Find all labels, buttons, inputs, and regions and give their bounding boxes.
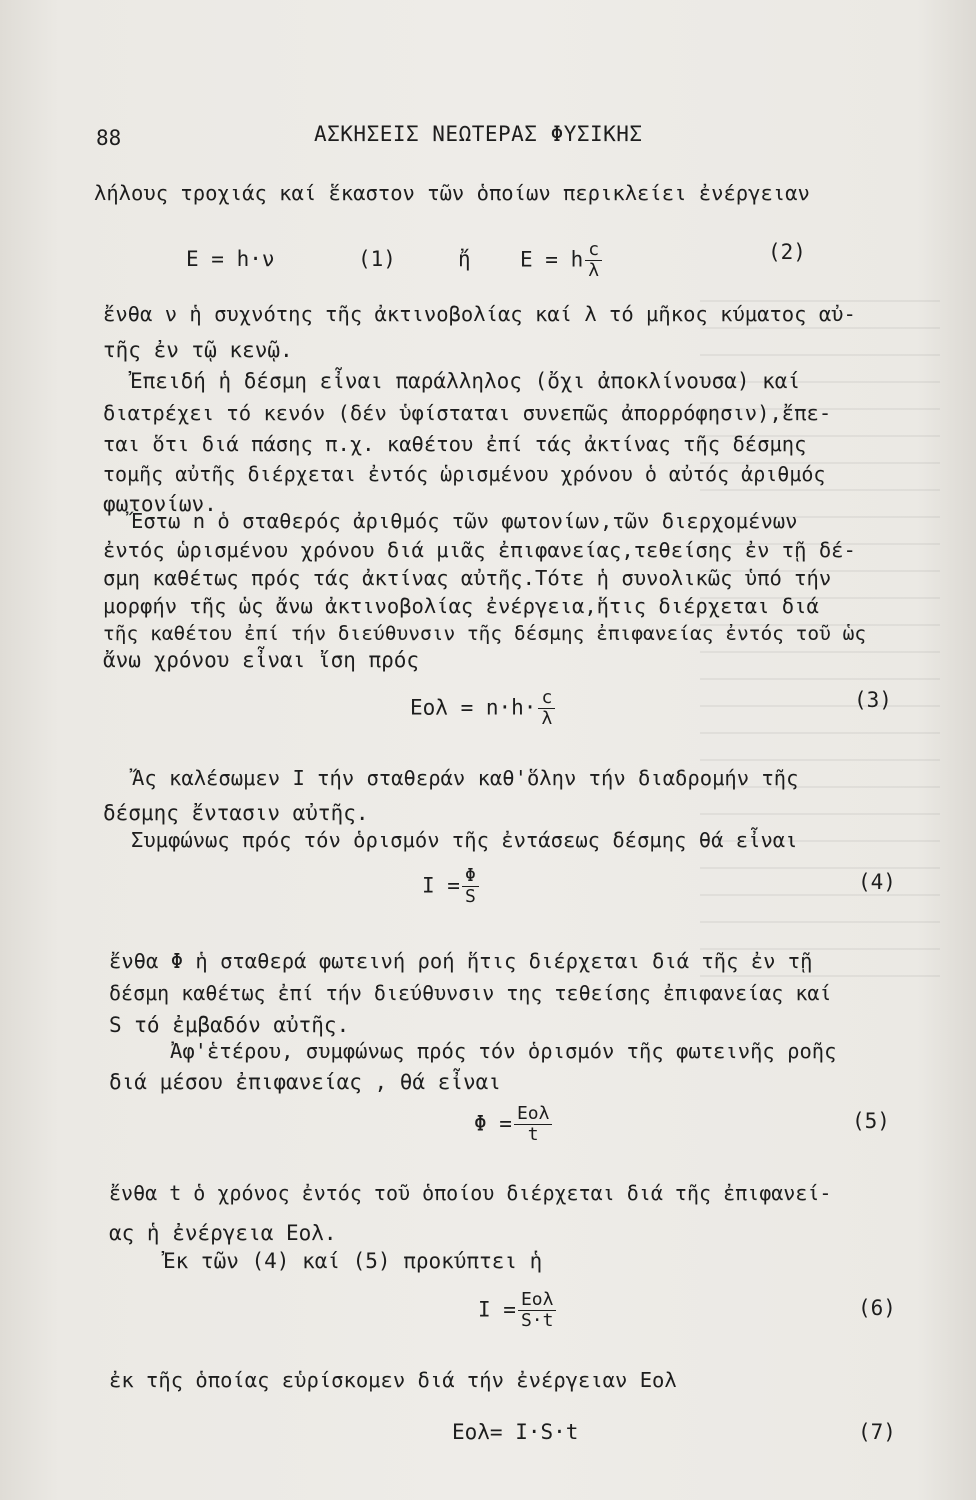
equation-3-denominator: λ (541, 708, 553, 729)
equation-6-lhs: I = (478, 1297, 516, 1322)
equation-6-label: (6) (858, 1296, 896, 1320)
equation-3-lhs: Eολ = n·h· (410, 695, 537, 720)
page-number: 88 (96, 126, 122, 150)
text-line: μορφήν τῆς ὡς ἄνω ἀκτινοβολίας ἐνέργεια,ἥτις διέρχεται διά (103, 594, 819, 618)
text-line: δέσμη καθέτως ἐπί τήν διεύθυνσιν της τεθείσης ἐπιφανείας καί (109, 981, 832, 1005)
text-line: Συμφώνως πρός τόν ὁρισμόν τῆς ἐντάσεως δέσμης θά εἶναι (131, 828, 798, 852)
equation-4 (422, 866, 479, 907)
text-line: ἔνθα Φ ἡ σταθερά φωτεινή ροή ἥτις διέρχεται διά τῆς ἐν τῇ (109, 949, 813, 973)
equation-6 (478, 1290, 556, 1331)
text-line: λήλους τροχιάς καί ἕκαστον τῶν ὁποίων περικλείει ἐνέργειαν (94, 181, 810, 205)
text-line: ἔνθα t ὁ χρόνος ἐντός τοῦ ὁποίου διέρχεται διά τῆς ἐπιφανεί- (109, 1181, 832, 1205)
or-word: ἤ (458, 247, 471, 271)
equation-6-denominator: S·t (520, 1310, 554, 1331)
text-line: Ἐκ τῶν (4) καί (5) προκύπτει ἡ (163, 1249, 543, 1273)
text-line: ται ὅτι διά πάσης π.χ. καθέτου ἐπί τάς ἀκτίνας τῆς δέσμης (103, 432, 807, 456)
equation-1: E = h·ν (186, 247, 275, 271)
text-line: δέσμης ἔντασιν αὐτῆς. (103, 801, 369, 825)
text-line: Ἐπειδή ἡ δέσμη εἶναι παράλληλος (ὄχι ἀποκλίνουσα) καί (130, 369, 801, 393)
equation-4-label: (4) (858, 870, 896, 894)
text-line: διά μέσου ἐπιφανείας , θά εἶναι (109, 1070, 501, 1094)
text-line: τῆς ἐν τῷ κενῷ. (103, 338, 293, 362)
equation-6-numerator: Eολ (518, 1290, 557, 1311)
text-line: διατρέχει τό κενόν (δέν ὑφίσταται συνεπῶς ἀπορρόφησιν),ἔπε- (103, 401, 832, 425)
text-line: ἐκ τῆς ὁποίας εὑρίσκομεν διά τήν ἐνέργειαν Eολ (109, 1368, 677, 1392)
equation-4-lhs: I = (422, 873, 460, 898)
text-line: Ἄς καλέσωμεν Ι τήν σταθεράν καθ'ὅλην τήν διαδρομήν τῆς (132, 766, 799, 790)
text-line: ας ἡ ἐνέργεια Eολ. (109, 1221, 337, 1245)
text-line: ἔνθα ν ἡ συχνότης τῆς ἀκτινοβολίας καί λ τό μῆκος κύματος αὐ- (103, 302, 856, 326)
text-line: ἐντός ὡρισμένου χρόνου διά μιᾶς ἐπιφανείας,τεθείσης ἐν τῇ δέ- (103, 538, 856, 562)
text-line: τομῆς αὐτῆς διέρχεται ἐντός ὡρισμένου χρόνου ὁ αὐτός ἀριθμός (103, 462, 826, 486)
equation-1-label: (1) (358, 247, 396, 271)
text-line: φωτονίων. (103, 492, 217, 516)
equation-5-label: (5) (852, 1109, 890, 1133)
text-line: σμη καθέτως πρός τάς ἀκτίνας αὐτῆς.Τότε ἡ συνολικῶς ὑπό τήν (103, 566, 832, 590)
text-line: τῆς καθέτου ἐπί τήν διεύθυνσιν τῆς δέσμης ἐπιφανείας ἐντός τοῦ ὡς (103, 622, 867, 645)
equation-2-denominator: λ (588, 260, 600, 281)
equation-2-numerator: c (585, 240, 602, 261)
equation-5-numerator: Eολ (514, 1104, 553, 1125)
equation-7-label: (7) (858, 1420, 896, 1444)
equation-3-numerator: c (538, 688, 555, 709)
equation-5-denominator: t (527, 1124, 539, 1145)
equation-5-lhs: Φ = (474, 1111, 512, 1136)
equation-4-denominator: S (464, 886, 476, 907)
equation-5 (474, 1104, 552, 1145)
text-line: S τό ἐμβαδόν αὐτῆς. (109, 1013, 350, 1037)
text-line: Ἔστω n ὁ σταθερός ἀριθμός τῶν φωτονίων,τῶν διερχομένων (131, 509, 798, 533)
equation-3 (410, 688, 555, 729)
text-line: Ἀφ'ἑτέρου, συμφώνως πρός τόν ὁρισμόν τῆς φωτεινῆς ροῆς (170, 1039, 837, 1063)
running-title: ΑΣΚΗΣΕΙΣ ΝΕΩΤΕΡΑΣ ΦΥΣΙΚΗΣ (314, 122, 643, 146)
equation-4-numerator: Φ (462, 866, 479, 887)
equation-2-label: (2) (768, 240, 806, 264)
equation-2-lhs: E = h (520, 247, 584, 272)
text-line: ἄνω χρόνου εἶναι ἴση πρός (103, 648, 420, 672)
equation-2 (520, 240, 602, 281)
equation-3-label: (3) (854, 688, 892, 712)
equation-7: Eολ= I·S·t (452, 1420, 579, 1444)
